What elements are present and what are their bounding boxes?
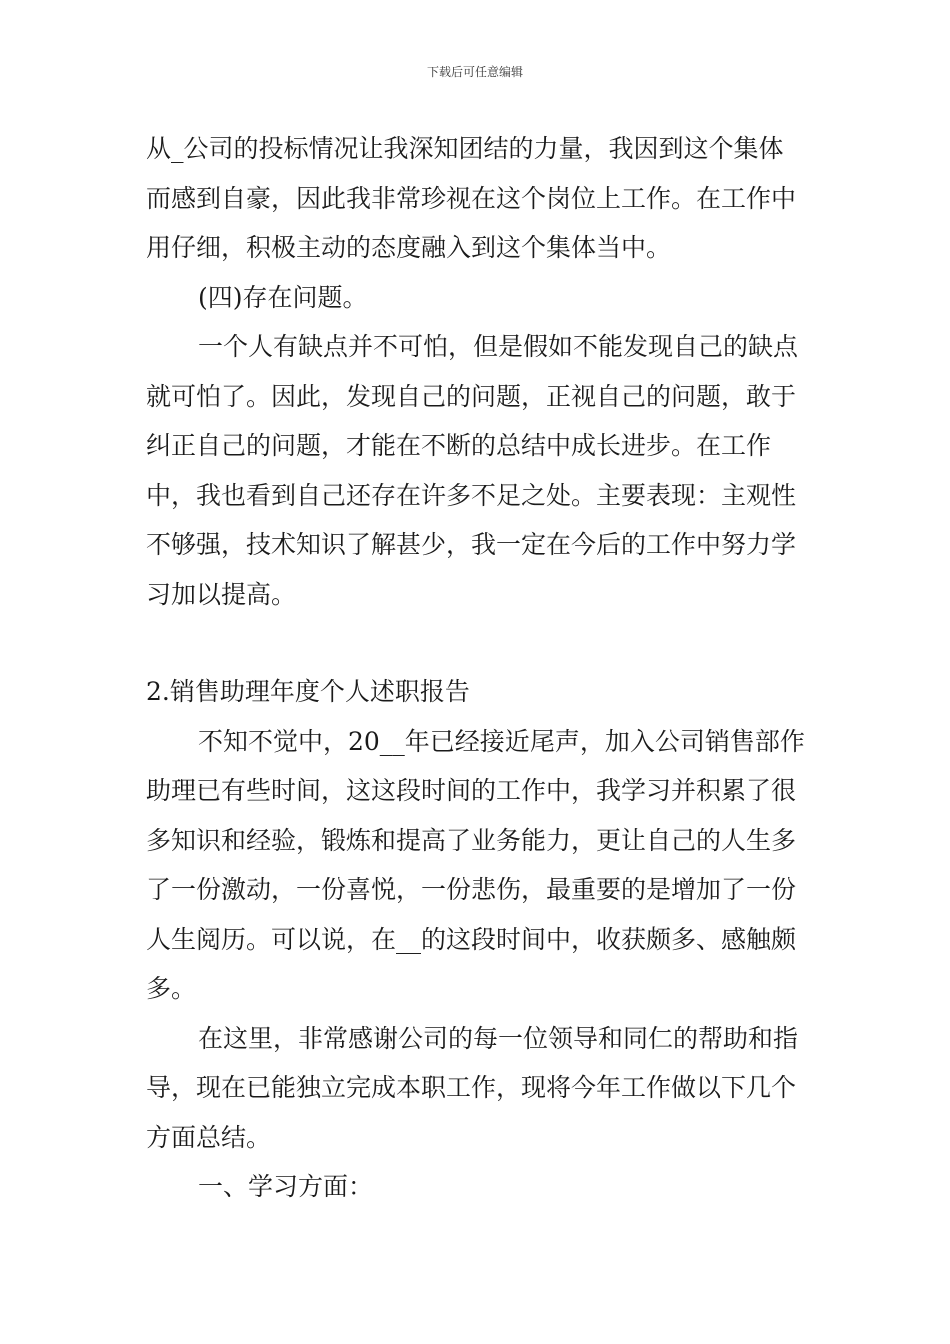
subheading-problems: (四)存在问题。 xyxy=(198,282,368,312)
paragraph-year-review: 不知不觉中，20__年已经接近尾声，加入公司销售部作助理已有些时间，这这段时间的工作中，我学习并积累了很多知识和经验，锻炼和提高了业务能力，更让自己的人生多了一份激动，一份喜悦，一份悲伤，最重要的是增加了一份人生阅历。可以说，在__的这段时间中，收获颇多、感触颇多。 xyxy=(146,726,805,1003)
page-header: 下载后可任意编辑 xyxy=(426,65,523,79)
paragraph-shortcomings: 一个人有缺点并不可怕，但是假如不能发现自己的缺点就可怕了。因此，发现自己的问题，正视自己的问题，敢于纠正自己的问题，才能在不断的总结中成长进步。在工作中，我也看到自己还存在许多不足之处。主要表现：主观性不够强，技术知识了解甚少，我一定在今后的工作中努力学习加以提高。 xyxy=(146,332,799,609)
document-body xyxy=(146,124,808,1212)
paragraph-thanks: 在这里，非常感谢公司的每一位领导和同仁的帮助和指导，现在已能独立完成本职工作，现将今年工作做以下几个方面总结。 xyxy=(146,1023,799,1152)
section-title-sales-assistant-report: 2.销售助理年度个人述职报告 xyxy=(146,677,470,706)
paragraph-teamwork: 从_公司的投标情况让我深知团结的力量，我因到这个集体而感到自豪，因此我非常珍视在这个岗位上工作。在工作中用仔细，积极主动的态度融入到这个集体当中。 xyxy=(146,134,797,262)
subheading-learning: 一、学习方面： xyxy=(198,1172,374,1201)
